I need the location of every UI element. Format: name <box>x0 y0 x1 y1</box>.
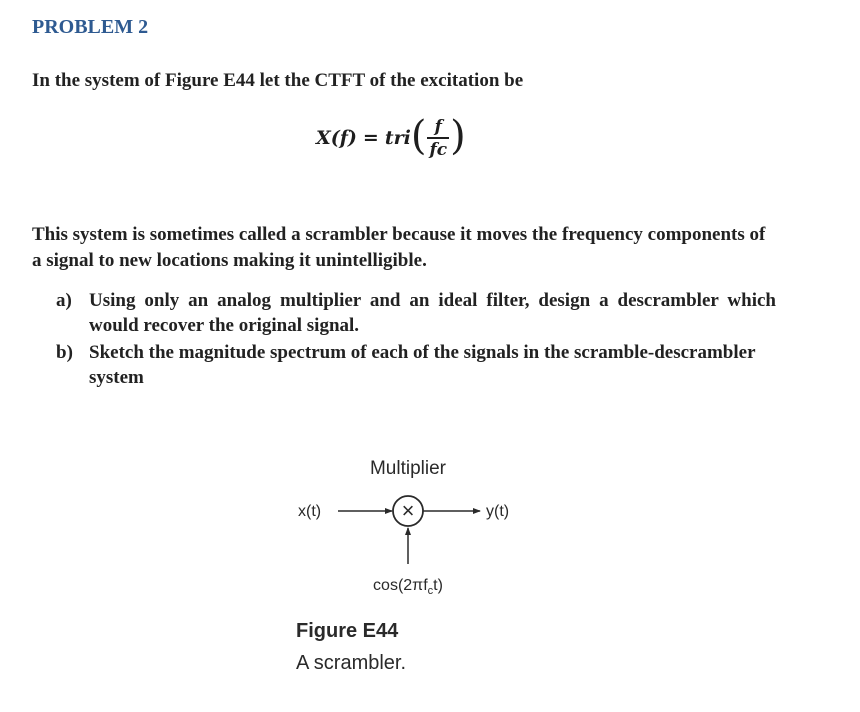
fraction-numerator: f <box>434 116 442 137</box>
list-item-a <box>56 288 776 338</box>
fraction-bar <box>427 137 449 139</box>
equation-lhs: X(f) <box>316 127 357 149</box>
input-label: x(t) <box>298 503 322 520</box>
carrier-label-suffix: t) <box>433 577 443 594</box>
ctft-equation <box>316 108 466 168</box>
list-item-b <box>56 340 776 390</box>
list-text-a: Using only an analog multiplier and an ideal filter, design a descrambler which would recover the original signal. <box>89 290 776 336</box>
list-marker-a: a) <box>56 290 72 311</box>
carrier-label <box>373 577 443 597</box>
equation-open-paren: ( <box>410 113 427 159</box>
figure-caption-title: Figure E44 <box>296 620 399 642</box>
carrier-label-main: cos(2πf <box>373 577 428 594</box>
equation-fraction <box>427 118 449 159</box>
problem-title: PROBLEM 2 <box>32 16 149 38</box>
output-label: y(t) <box>486 503 510 520</box>
figure-caption-text: A scrambler. <box>296 652 407 674</box>
equation-equals: = <box>362 127 379 149</box>
equation-function: tri <box>384 127 411 149</box>
problem-paragraph: This system is sometimes called a scrambler because it moves the frequency components of a signal to new locations making it unintelligible. <box>32 224 766 271</box>
multiply-icon: × <box>401 498 415 523</box>
carrier-label-subscript: c <box>427 585 434 597</box>
list-marker-b: b) <box>56 342 73 363</box>
multiplier-label: Multiplier <box>369 458 447 479</box>
equation-close-paren: ) <box>450 113 466 159</box>
fraction-denominator: fc <box>429 139 448 160</box>
scrambler-diagram-svg <box>280 450 540 620</box>
list-text-b: Sketch the magnitude spectrum of each of the signals in the scramble-descrambler system <box>89 342 756 388</box>
problem-intro: In the system of Figure E44 let the CTFT of the excitation be <box>32 70 524 91</box>
